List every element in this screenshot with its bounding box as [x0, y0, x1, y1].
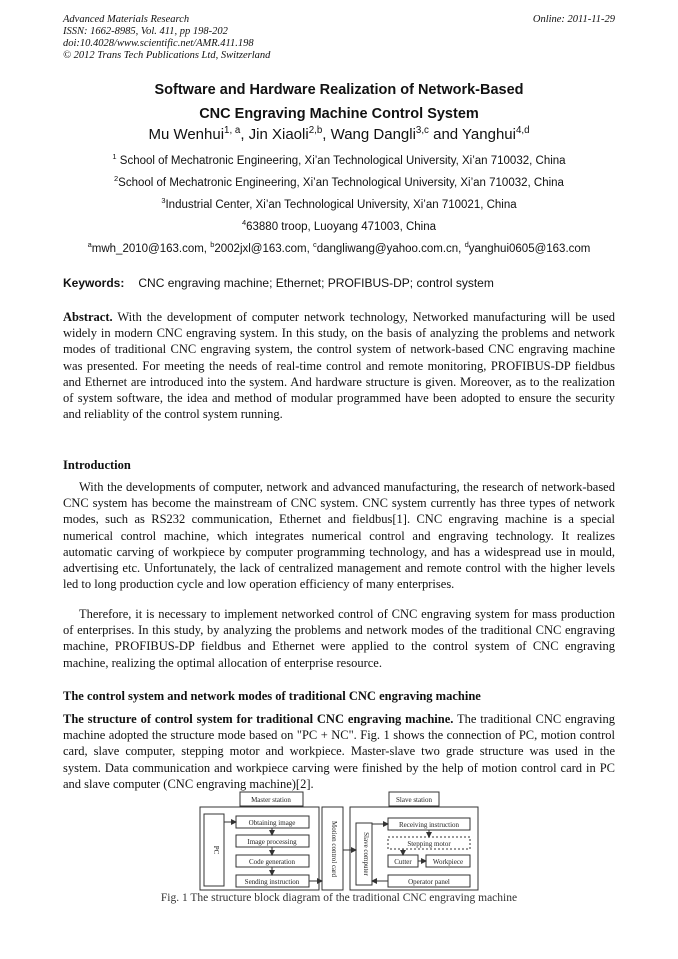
author-name: Mu Wenhui [148, 126, 225, 143]
author-sep: , [322, 126, 331, 143]
pc-label: PC [212, 845, 220, 855]
section-heading-introduction: Introduction [63, 458, 131, 472]
intro-paragraph-2: Therefore, it is necessary to implement networked control of CNC engraving system for mass production of enterprises. In this study, by analyzing the problems and network modes of the traditional CNC engraving machine, PROFIBUS-DP fieldbus and Ethernet were applied to the control system of CNC engraving machine, realizing the optimal allocation of enterprise resource. [63, 607, 615, 670]
paper-title-line2: CNC Engraving Machine Control System [199, 106, 479, 122]
email-sup: d [464, 240, 469, 250]
email-sup: b [210, 240, 215, 250]
affiliation-sup: 4 [241, 218, 247, 228]
receiving-instruction-label: Receiving instruction [398, 821, 460, 829]
code-generation-label: Code generation [248, 858, 296, 866]
email-link[interactable]: yanghui0605@163.com [468, 243, 591, 255]
affiliation-text: Industrial Center, Xi’an Technological University, Xi’an 710021, China [165, 199, 517, 211]
affiliation-text: School of Mechatronic Engineering, Xi’an Technological University, Xi’an 710032, China [118, 177, 564, 189]
section2-text: The traditional CNC engraving machine adopted the structure mode based on "PC + NC". Fig. 1 shows the connection of PC, motion control card, slave computer, stepping motor and workpiece. Master-slave two grade structure was used in the system. Data communication and workpiece carving were finished by the help of motion control card in PC and slave computer (CNC engraving machine)[2]. [63, 712, 615, 791]
image-processing-label: Image processing [247, 838, 297, 846]
author-name: Jin Xiaoli [248, 126, 309, 143]
intro-paragraph-1: With the developments of computer, network and advanced manufacturing, the research of network-based CNC system has become the mainstream of CNC system. CNC system currently has three types of network modes, such as RS232 communication, Ethernet and fieldbus[1]. CNC engraving machine is a special numerical control machine, which integrates numerical control and engraving technology. It realizes automatic carving of workpiece by computer programming technology, and has a widespread use in mould, advertising etc. Unfortunately, the lack of centralized management and remote control with the higher levels led to long production cycle and low operation efficiency of many enterprises. [63, 480, 615, 592]
issn-line: ISSN: 1662-8985, Vol. 411, pp 198-202 [63, 26, 228, 37]
paper-title-line1: Software and Hardware Realization of Network-Based [154, 82, 524, 98]
author-sup: 3,c [415, 125, 429, 136]
keywords-text: CNC engraving machine; Ethernet; PROFIBUS-DP; control system [138, 276, 494, 290]
email-link[interactable]: mwh_2010@163.com, [91, 243, 211, 255]
author-name: Yanghui [462, 126, 516, 143]
author-sep: and [428, 126, 463, 143]
affiliation-text: School of Mechatronic Engineering, Xi’an Technological University, Xi’an 710032, China [116, 155, 566, 167]
email-link[interactable]: 2002jxl@163.com, [214, 243, 313, 255]
slave-station-label: Slave station [396, 796, 432, 804]
email-link[interactable]: dangliwang@yahoo.com.cn, [316, 243, 465, 255]
abstract-label: Abstract. [63, 310, 113, 324]
figure-1-caption: Fig. 1 The structure block diagram of the traditional CNC engraving machine [160, 892, 518, 904]
journal-name: Advanced Materials Research [63, 14, 190, 25]
motion-control-card-label: Motion control card [330, 821, 338, 877]
author-name: Wang Dangli [330, 126, 416, 143]
doi-line[interactable]: doi:10.4028/www.scientific.net/AMR.411.198 [63, 38, 254, 49]
affiliation-text: 63880 troop, Luoyang 471003, China [246, 221, 437, 233]
affiliation-sup: 3 [161, 196, 166, 206]
subsection-label: The structure of control system for traditional CNC engraving machine. [63, 712, 454, 726]
slave-computer-label: Slave computer [362, 832, 370, 876]
master-station-label: Master station [251, 796, 291, 804]
author-sup: 1, a [224, 125, 241, 136]
copyright-line: © 2012 Trans Tech Publications Ltd, Switzerland [63, 50, 271, 61]
obtaining-image-label: Obtaining image [248, 819, 296, 827]
affiliation-sup: 2 [114, 174, 119, 184]
email-sup: c [312, 240, 317, 250]
affiliation-sup: 1 [112, 152, 117, 162]
keywords-label: Keywords: [63, 276, 125, 290]
author-sup: 4,d [515, 125, 530, 136]
email-sup: a [87, 240, 92, 250]
author-sup: 2,b [308, 125, 323, 136]
section-heading-control-system: The control system and network modes of traditional CNC engraving machine [63, 689, 481, 703]
operator-panel-label: Operator panel [408, 878, 450, 886]
workpiece-label: Workpiece [432, 858, 464, 866]
cutter-label: Cutter [394, 858, 412, 866]
sending-instruction-label: Sending instruction [244, 878, 300, 886]
abstract-text: With the development of computer network technology, Networked manufacturing will be used widely in modern CNC engraving system. In this study, on the basis of analyzing the problems and network modes of traditional CNC engraving system, the control system of network-based CNC engraving machine was presented. For meeting the needs of real-time control and remote monitoring, PROFIBUS-DP fieldbus and Ethernet are introduced into the system. And hardware structure is given. Moreover, as to the realization of system software, the idea and method of modular programmed have been adopted to ensure the security and reliablity of the control system running. [63, 310, 615, 422]
stepping-motor-label: Stepping motor [407, 840, 451, 848]
online-date: Online: 2011-11-29 [532, 14, 615, 25]
author-sep: , [240, 126, 249, 143]
